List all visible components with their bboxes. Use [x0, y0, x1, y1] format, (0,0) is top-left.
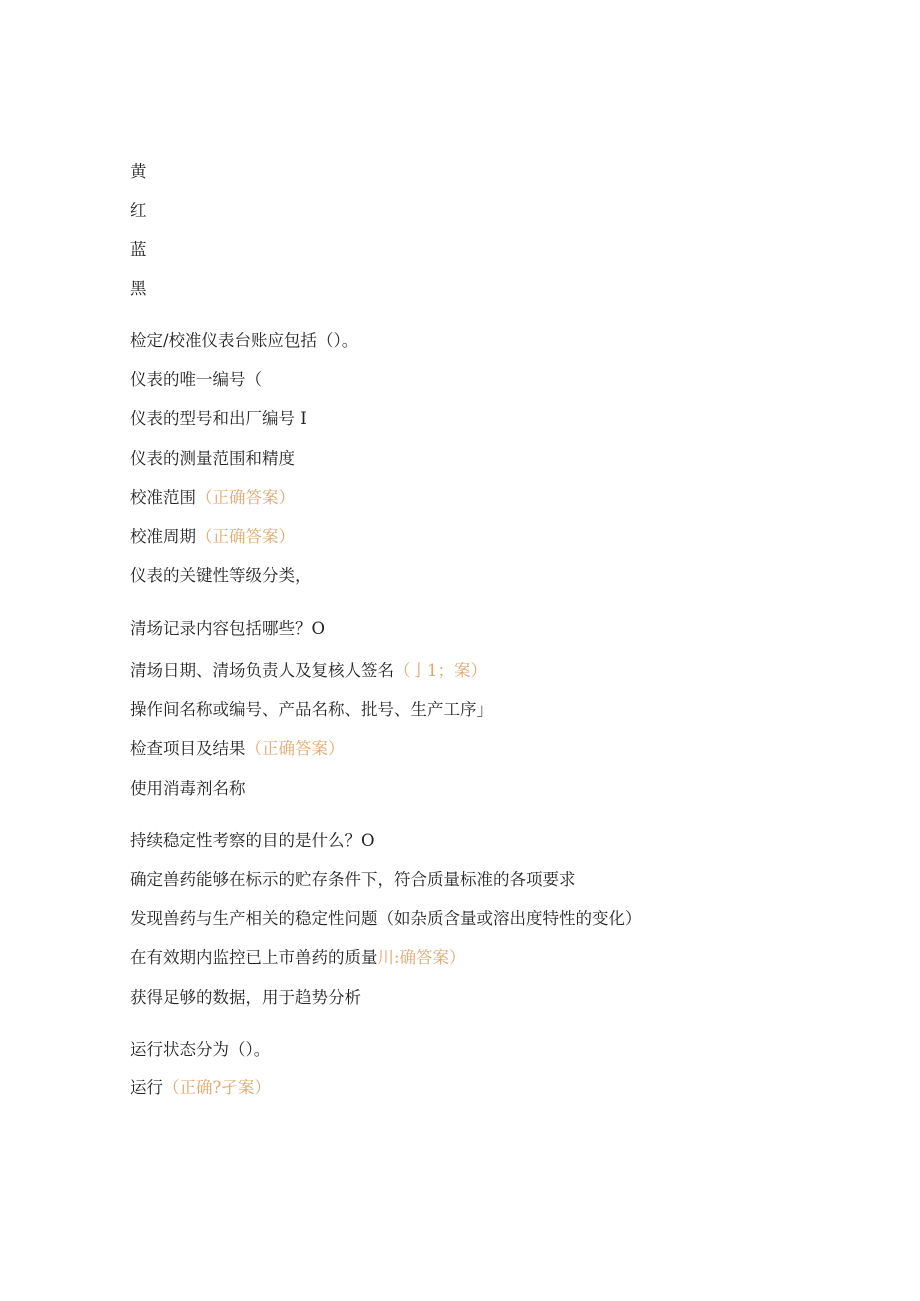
q4-option-2 — [130, 908, 642, 930]
option-text: 仪表的唯一编号（ — [130, 370, 262, 389]
option-hei: 黑 — [130, 279, 147, 298]
option-text: 确定兽药能够在标示的贮存条件下，符合质量标准的各项要求 — [130, 870, 576, 889]
q3-option-4 — [130, 778, 246, 800]
correct-answer-mark: （正确答案） — [245, 739, 345, 758]
option-text: 仪表的型号和出厂编号 I — [130, 409, 307, 428]
option-text: 使用消毒剂名称 — [130, 779, 246, 798]
option-text: 清场日期、清场负责人及复核人签名 — [130, 661, 394, 680]
q3-option-1 — [130, 660, 487, 682]
option-text: 操作间名称或编号、产品名称、批号、生产工序」 — [130, 700, 493, 719]
option-text: 校准范围 — [130, 488, 196, 507]
option-text: 仪表的测量范围和精度 — [130, 449, 295, 468]
option-huang: 黄 — [130, 162, 147, 181]
q3-option-2 — [130, 699, 493, 721]
correct-answer-mark: （正确答案） — [196, 488, 295, 507]
q4-option-4 — [130, 987, 361, 1009]
option-text: 仪表的关键性等级分类， — [130, 566, 312, 585]
option-lan: 蓝 — [130, 240, 147, 259]
q4-option-3 — [130, 947, 466, 969]
correct-answer-mark: （正确?孑案） — [163, 1078, 271, 1097]
q2-option-2 — [130, 408, 307, 430]
q3-option-3 — [130, 738, 345, 760]
question-4: 持续稳定性考察的目的是什么？O — [130, 831, 375, 850]
question-5: 运行状态分为（）。 — [130, 1040, 271, 1059]
correct-answer-mark: （亅1；案） — [394, 661, 487, 680]
option-text: 在有效期内监控已上市兽药的质量 — [130, 948, 378, 967]
q2-option-1 — [130, 369, 262, 391]
option-text: 获得足够的数据，用于趋势分析 — [130, 988, 361, 1007]
option-text: 运行 — [130, 1078, 163, 1097]
q4-option-1 — [130, 869, 576, 891]
option-text: 校准周期 — [130, 527, 196, 546]
option-text: 检查项目及结果 — [130, 739, 246, 758]
q2-option-5 — [130, 526, 295, 548]
option-text: 发现兽药与生产相关的稳定性问题（如杂质含量或溶出度特性的变化） — [130, 909, 642, 928]
q2-option-4 — [130, 487, 295, 509]
question-3: 清场记录内容包括哪些？O — [130, 619, 326, 638]
correct-answer-mark: （正确答案） — [196, 527, 295, 546]
option-hong: 红 — [130, 201, 147, 220]
q5-option-1 — [130, 1077, 271, 1099]
correct-answer-mark: 川:确答案） — [377, 948, 466, 967]
q2-option-6 — [130, 565, 312, 587]
question-2: 检定/校准仪表台账应包括（）。 — [130, 331, 359, 350]
q2-option-3 — [130, 448, 295, 470]
